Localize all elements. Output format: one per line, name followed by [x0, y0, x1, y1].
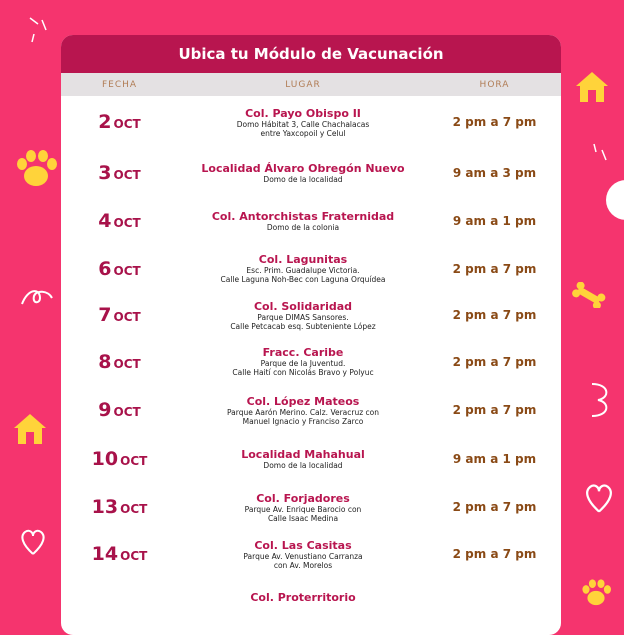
row-date: [61, 210, 178, 232]
row-place: [178, 253, 428, 284]
place-name: Col. Antorchistas Fraternidad: [211, 210, 395, 223]
row-place: [178, 492, 428, 523]
place-address: Domo de la localidad: [263, 461, 343, 470]
row-month: OCT: [113, 310, 141, 324]
schedule-row: [61, 96, 561, 148]
row-month: OCT: [120, 502, 148, 516]
house-icon: [10, 410, 50, 448]
schedule-row: [61, 531, 561, 577]
column-header-time: HORA: [479, 79, 510, 90]
row-month: OCT: [113, 356, 141, 371]
row-time: 9 am a 1 pm: [452, 214, 537, 228]
place-address: Parque Av. Enrique Barocio con Calle Isaac Medina: [244, 504, 362, 523]
place-address: Parque de la Juventud. Calle Haití con Nicolás Bravo y Polyuc: [232, 359, 374, 377]
row-place: [178, 395, 428, 426]
row-date: [61, 399, 178, 421]
swirl-icon: [20, 286, 54, 308]
row-time: 9 am a 1 pm: [452, 452, 537, 466]
swirl-icon: [586, 380, 616, 420]
row-place: [178, 346, 428, 377]
paw-icon: [14, 148, 58, 190]
row-month: OCT: [113, 405, 141, 419]
row-date: [61, 351, 178, 373]
schedule-row: [61, 197, 561, 245]
row-day: 10: [91, 448, 119, 470]
row-place: [178, 162, 428, 184]
place-name: Col. Proterritorio: [250, 590, 356, 604]
place-name: Localidad Mahahual: [241, 448, 365, 461]
place-name: Col. López Mateos: [246, 394, 360, 408]
schedule-row: [61, 577, 561, 617]
place-name: Col. Las Casitas: [254, 538, 352, 552]
row-time: 2 pm a 7 pm: [452, 261, 537, 276]
row-day: 13: [91, 496, 119, 518]
row-date: [61, 304, 178, 326]
row-place: [178, 448, 428, 470]
column-headers: [61, 73, 561, 96]
row-date: [61, 448, 178, 470]
row-day: 14: [91, 543, 119, 565]
schedule-row: [61, 292, 561, 338]
row-place: [178, 107, 428, 138]
schedule-row: [61, 435, 561, 483]
row-time: 2 pm a 7 pm: [452, 547, 537, 561]
place-name: Col. Lagunitas: [258, 253, 348, 266]
row-month: OCT: [113, 117, 141, 131]
row-date: [61, 258, 178, 280]
place-name: Col. Payo Obispo II: [245, 106, 361, 120]
row-month: OCT: [113, 216, 141, 230]
row-day: 9: [98, 399, 112, 421]
row-place: [178, 539, 428, 570]
heart-outline-icon: [582, 478, 616, 516]
row-date: [61, 496, 178, 518]
place-address: Domo de la colonia: [266, 223, 340, 232]
row-month: OCT: [113, 167, 141, 182]
circle-decoration: [606, 180, 624, 220]
schedule-row: [61, 483, 561, 531]
place-address: Domo de la localidad: [263, 174, 343, 184]
schedule-row: [61, 245, 561, 292]
dash-decoration: [26, 14, 52, 44]
row-time: 2 pm a 7 pm: [452, 403, 537, 417]
row-date: [61, 162, 178, 184]
row-time: 2 pm a 7 pm: [452, 500, 537, 514]
dash-decoration: [590, 140, 610, 170]
schedule-row: [61, 338, 561, 385]
row-month: OCT: [120, 549, 148, 563]
column-header-date: FECHA: [101, 79, 138, 90]
row-day: 8: [98, 350, 112, 373]
row-day: 6: [98, 257, 112, 280]
schedule-row: [61, 148, 561, 197]
row-day: 3: [98, 161, 112, 184]
schedule-title: Ubica tu Módulo de Vacunación: [61, 35, 561, 73]
row-place: [178, 300, 428, 331]
row-time: 2 pm a 7 pm: [452, 115, 537, 129]
row-month: OCT: [120, 454, 148, 468]
place-address: Parque Av. Venustiano Carranza con Av. Morelos: [243, 551, 363, 570]
heart-outline-icon: [18, 524, 48, 558]
schedule-row: [61, 385, 561, 435]
place-name: Col. Forjadores: [256, 491, 350, 505]
row-place: [178, 210, 428, 232]
row-time: 2 pm a 7 pm: [452, 308, 537, 322]
row-month: OCT: [113, 263, 141, 278]
house-icon: [572, 68, 612, 106]
row-day: 2: [98, 111, 112, 133]
place-name: Localidad Álvaro Obregón Nuevo: [201, 161, 405, 175]
row-time: 2 pm a 7 pm: [452, 354, 537, 369]
place-name: Col. Solidaridad: [253, 299, 353, 313]
row-time: 9 am a 3 pm: [452, 165, 537, 180]
vaccination-schedule-card: [61, 35, 561, 635]
row-date: [61, 111, 178, 133]
place-name: Fracc. Caribe: [262, 346, 344, 359]
place-address: Domo Hábitat 3, Calle Chachalacas entre Yaxcopoil y Celul: [236, 119, 370, 138]
row-date: [61, 543, 178, 565]
place-address: Esc. Prim. Guadalupe Victoria. Calle Laguna Noh-Bec con Laguna Orquídea: [220, 266, 386, 284]
row-day: 4: [98, 210, 112, 232]
paw-icon: [578, 578, 614, 608]
row-place: [178, 591, 428, 604]
place-address: Parque DIMAS Sansores. Calle Petcacab esq. Subteniente López: [230, 312, 376, 331]
column-header-place: LUGAR: [285, 79, 321, 90]
place-address: Parque Aarón Merino. Calz. Veracruz con Manuel Ignacio y Franciso Zarco: [226, 407, 380, 426]
bone-icon: [570, 282, 608, 308]
row-day: 7: [98, 304, 112, 326]
